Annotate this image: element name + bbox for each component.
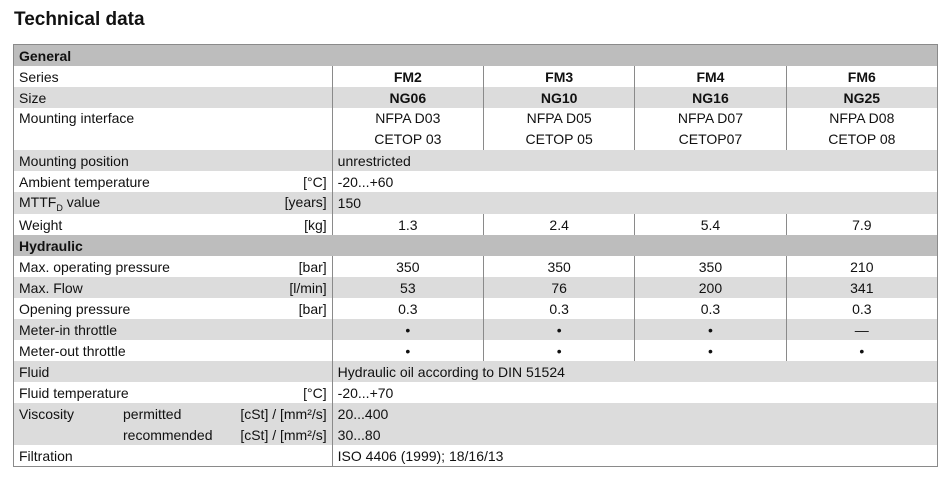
row-label-cell: [14, 403, 333, 424]
mttf-main: MTTF: [19, 194, 57, 210]
row-label-cell: [14, 256, 333, 277]
row-label: Size: [14, 87, 333, 108]
table-row-mounting-position: [14, 150, 938, 171]
fluid-temperature-value: -20...+70: [337, 384, 394, 401]
mounting-interface-cell: [635, 108, 786, 150]
row-label: [19, 425, 213, 445]
availability-cell: •: [859, 342, 865, 359]
nfpa-value: NFPA D07: [677, 110, 743, 126]
row-label-cell: [14, 171, 333, 192]
viscosity-permitted-value: 20...400: [332, 403, 937, 424]
weight-cell: 5.4: [635, 214, 786, 235]
availability-cell: •: [332, 340, 483, 361]
availability-cell: •: [332, 319, 483, 340]
technical-data-table: [13, 44, 938, 467]
table-row-filtration: [14, 445, 938, 467]
viscosity-recommended-label: recommended: [123, 426, 213, 443]
weight-cell: 7.9: [852, 216, 872, 233]
opening-pressure-cell: 0.3: [332, 298, 483, 319]
series-cell: FM3: [483, 66, 634, 87]
row-label: Opening pressure: [19, 300, 131, 317]
section-header-hydraulic: Hydraulic: [14, 235, 938, 256]
table-row-viscosity-permitted: [14, 403, 938, 424]
flow-cell: 53: [332, 277, 483, 298]
series-cell: FM6: [847, 68, 876, 85]
fluid-value: Hydraulic oil according to DIN 51524: [332, 361, 937, 382]
unit-label: [bar]: [298, 300, 327, 317]
table-row-max-operating-pressure: [14, 256, 938, 277]
row-label: Mounting position: [14, 150, 333, 171]
row-label: Weight: [19, 216, 63, 233]
table-row-opening-pressure: [14, 298, 938, 319]
viscosity-permitted-label: permitted: [123, 405, 182, 422]
table-row-viscosity-recommended: [14, 424, 938, 445]
table-row-fluid-temperature: [14, 382, 938, 403]
unit-label: [cSt] / [mm²/s]: [240, 426, 327, 443]
opening-pressure-cell: 0.3: [483, 298, 634, 319]
table-row-series: [14, 66, 938, 87]
unit-label: [kg]: [304, 216, 327, 233]
ambient-temperature-value: -20...+60: [337, 173, 394, 190]
row-label: Fluid temperature: [19, 384, 129, 401]
viscosity-recommended-value: 30...80: [332, 424, 937, 445]
row-label: Fluid: [14, 361, 333, 382]
unit-label: [l/min]: [289, 279, 327, 296]
pressure-cell: 350: [635, 256, 786, 277]
table-row-ambient-temperature: [14, 171, 938, 192]
opening-pressure-cell: 0.3: [635, 298, 786, 319]
unit-label: [°C]: [303, 173, 327, 190]
page-title: Technical data: [14, 9, 145, 30]
nfpa-value: NFPA D08: [829, 110, 895, 126]
nfpa-value: NFPA D03: [375, 110, 441, 126]
pressure-cell: 350: [332, 256, 483, 277]
section-row-hydraulic: [14, 235, 938, 256]
unit-label: [cSt] / [mm²/s]: [240, 405, 327, 422]
pressure-cell: 210: [850, 258, 874, 275]
opening-pressure-cell: 0.3: [852, 300, 872, 317]
flow-cell: 200: [635, 277, 786, 298]
mounting-interface-cell: [332, 108, 483, 150]
flow-cell: 341: [786, 277, 937, 298]
row-label-cell: [14, 214, 333, 235]
table-row-weight: [14, 214, 938, 235]
row-label: Filtration: [14, 445, 333, 467]
weight-cell: 2.4: [483, 214, 634, 235]
row-label: Max. operating pressure: [19, 258, 170, 275]
viscosity-label: Viscosity: [19, 405, 74, 422]
flow-cell: 76: [483, 277, 634, 298]
mttf-value: 150: [332, 192, 937, 214]
cetop-value: CETOP 05: [525, 131, 593, 147]
table-row-fluid: [14, 361, 938, 382]
unit-label: [°C]: [303, 384, 327, 401]
table-row-meter-in-throttle: [14, 319, 938, 340]
series-cell: FM2: [332, 66, 483, 87]
row-label-cell: [14, 277, 333, 298]
size-cell: NG10: [483, 87, 634, 108]
row-label-cell: [14, 424, 333, 445]
filtration-value: ISO 4406 (1999); 18/16/13: [337, 447, 504, 464]
mounting-position-value: unrestricted: [332, 150, 937, 171]
section-row-general: [14, 45, 938, 67]
table-row-mounting-interface: [14, 108, 938, 150]
availability-cell: •: [635, 319, 786, 340]
nfpa-value: NFPA D05: [526, 110, 592, 126]
availability-cell: •: [483, 319, 634, 340]
mounting-interface-cell: [483, 108, 634, 150]
size-cell: NG16: [635, 87, 786, 108]
row-label-cell: [14, 382, 333, 403]
weight-cell: 1.3: [332, 214, 483, 235]
mounting-interface-cell: [786, 108, 937, 150]
row-label-cell: [14, 298, 333, 319]
row-label: Mounting interface: [14, 108, 333, 150]
row-label: Meter-in throttle: [14, 319, 333, 340]
cetop-value: CETOP 08: [828, 131, 896, 147]
row-label-cell: [14, 192, 333, 214]
row-label: Series: [14, 66, 333, 87]
cetop-value: CETOP07: [678, 131, 743, 147]
series-cell: FM4: [635, 66, 786, 87]
row-label: Meter-out throttle: [14, 340, 333, 361]
table-row-size: [14, 87, 938, 108]
size-cell: NG06: [332, 87, 483, 108]
table-row-meter-out-throttle: [14, 340, 938, 361]
unit-label: [bar]: [298, 258, 327, 275]
size-cell: NG25: [786, 87, 937, 108]
unit-label: [years]: [284, 194, 327, 210]
row-label: [19, 192, 100, 214]
availability-cell: —: [786, 319, 937, 340]
cetop-value: CETOP 03: [374, 131, 442, 147]
mttf-subscript: D: [56, 203, 63, 213]
table-row-mttf: [14, 192, 938, 214]
row-label: [19, 404, 233, 424]
table-row-max-flow: [14, 277, 938, 298]
row-label: Max. Flow: [19, 279, 83, 296]
section-header-general: General: [14, 45, 938, 67]
availability-cell: •: [483, 340, 634, 361]
pressure-cell: 350: [483, 256, 634, 277]
mttf-rest: value: [62, 194, 101, 210]
row-label: Ambient temperature: [19, 173, 150, 190]
availability-cell: •: [635, 340, 786, 361]
